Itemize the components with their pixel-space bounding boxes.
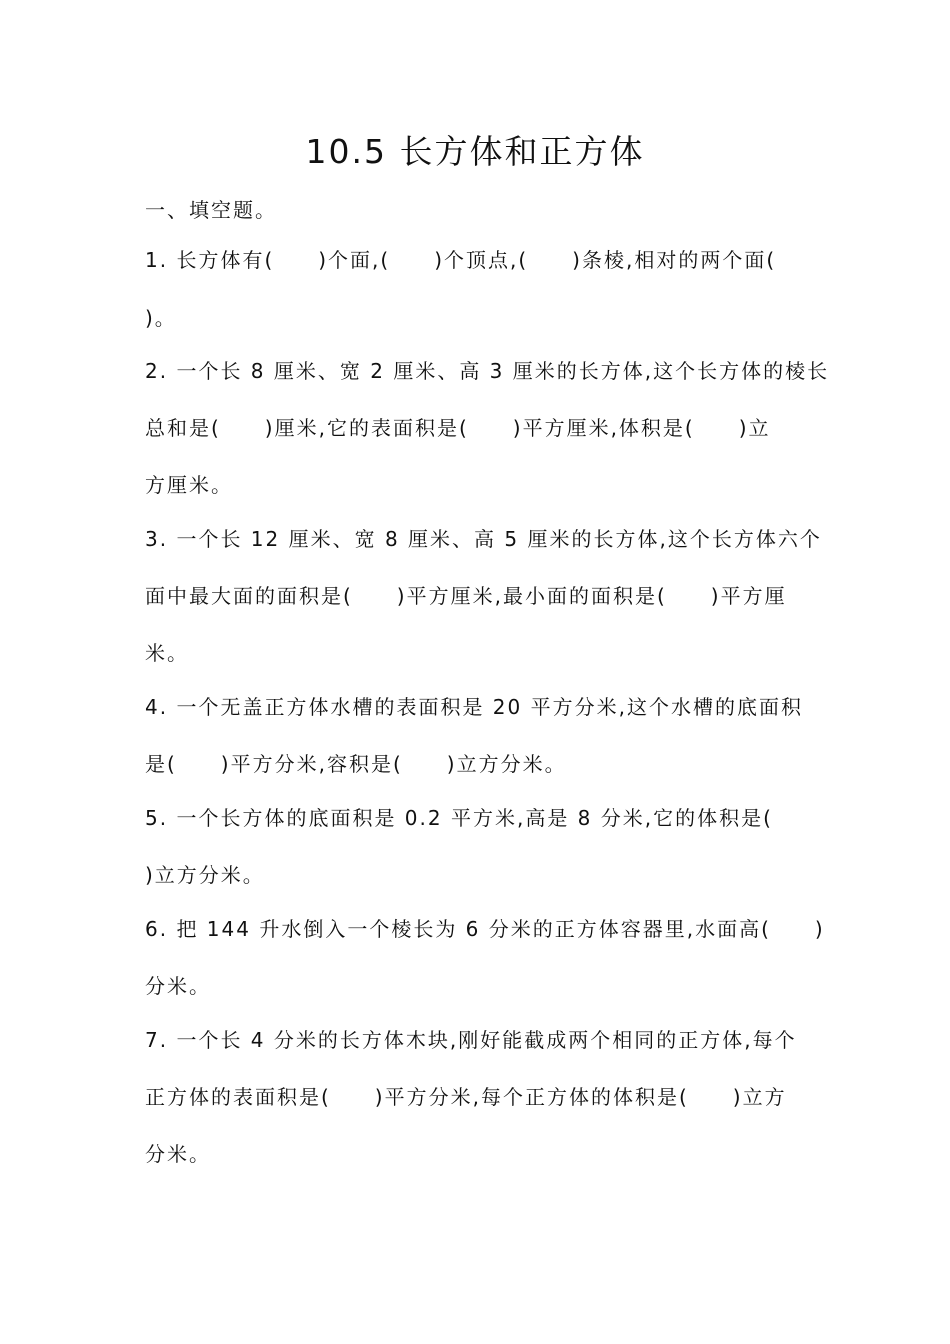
section-title: 一、填空题。	[145, 198, 277, 222]
question-1-line-2: )。	[145, 306, 177, 330]
question-2-line-1: 2. 一个长 8 厘米、宽 2 厘米、高 3 厘米的长方体,这个长方体的棱长	[145, 359, 830, 383]
question-7-line-1: 7. 一个长 4 分米的长方体木块,刚好能截成两个相同的正方体,每个	[145, 1028, 797, 1052]
question-5-line-1: 5. 一个长方体的底面积是 0.2 平方米,高是 8 分米,它的体积是(	[145, 806, 773, 830]
question-1-line-1: 1. 长方体有( )个面,( )个顶点,( )条棱,相对的两个面(	[145, 248, 777, 272]
question-2-line-2: 总和是( )厘米,它的表面积是( )平方厘米,体积是( )立	[145, 416, 771, 440]
question-3-line-2: 面中最大面的面积是( )平方厘米,最小面的面积是( )平方厘	[145, 584, 787, 608]
question-7-line-2: 正方体的表面积是( )平方分米,每个正方体的体积是( )立方	[145, 1085, 787, 1109]
question-2-line-3: 方厘米。	[145, 473, 233, 497]
question-4-line-2: 是( )平方分米,容积是( )立方分米。	[145, 752, 567, 776]
question-3-line-3: 米。	[145, 641, 189, 665]
question-6-line-2: 分米。	[145, 974, 211, 998]
question-6-line-1: 6. 把 144 升水倒入一个棱长为 6 分米的正方体容器里,水面高( )	[145, 917, 825, 941]
question-5-line-2: )立方分米。	[145, 863, 265, 887]
page-title: 10.5 长方体和正方体	[305, 132, 645, 171]
question-3-line-1: 3. 一个长 12 厘米、宽 8 厘米、高 5 厘米的长方体,这个长方体六个	[145, 527, 822, 551]
question-4-line-1: 4. 一个无盖正方体水槽的表面积是 20 平方分米,这个水槽的底面积	[145, 695, 803, 719]
question-7-line-3: 分米。	[145, 1142, 211, 1166]
